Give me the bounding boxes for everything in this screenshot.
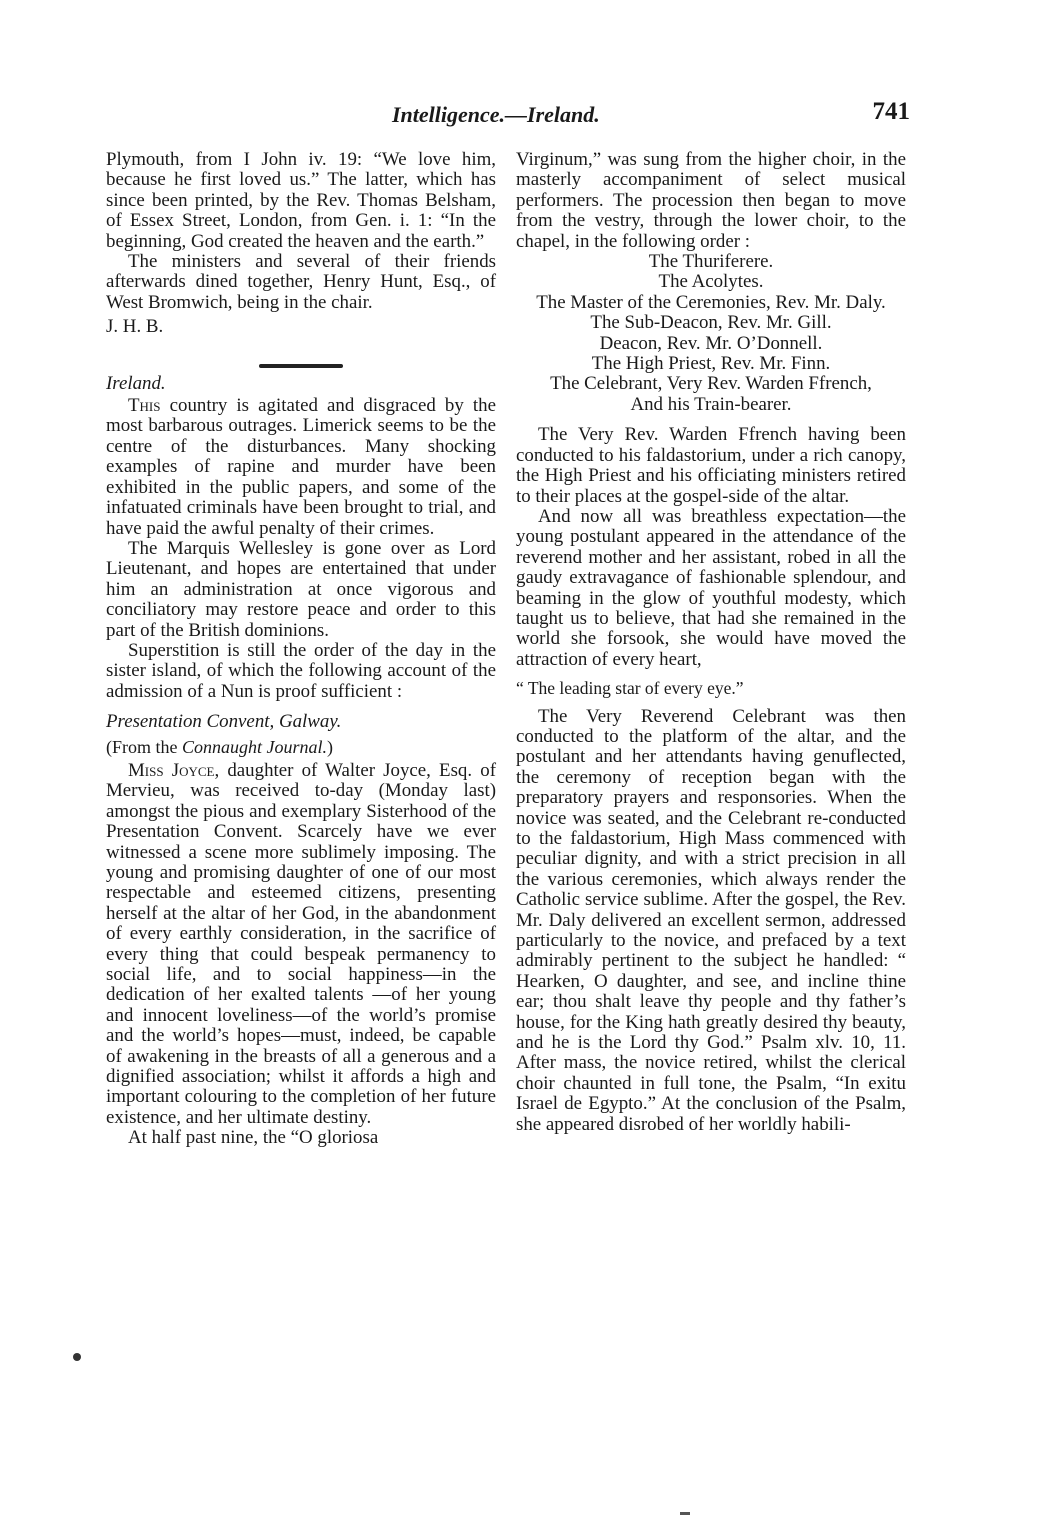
procession-item: The High Priest, Rev. Mr. Finn.: [591, 353, 831, 375]
paragraph: The Very Reverend Celebrant was then conducted to the platform of the altar, and the postulant and her attendants having genuflected, the ceremony of reception began with the preparatory prayers and responsories. When the novice was seated, and the Celebrant re-conducted to the faldastorium, High Mass commenced with peculiar dignity, and with a strict precision in all the various ceremonies, which always render the Catholic service sublime. After the gospel, the Rev. Mr. Daly delivered an excellent sermon, addressed particularly to the novice, and prefaced by a text admirably pertinent to the subject he handled: “ Hearken, O daughter, and see, and incline thine ear; thou shalt leave thy people and thy father’s house, for the King hath greatly desired thy beauty, and he is the Lord thy God.” Psalm xlv. 10, 11. After mass, the novice retired, whilst the clerical choir chaunted in full tone, the Psalm, “In exitu Israel de Egypto.” At the conclusion of the Psalm, she appeared disrobed of her worldly habili-: [516, 705, 906, 1135]
paragraph: And now all was breathless expectation—the young postulant appeared in the attendance of the reverend mother and her assistant, robed in all the gaudy extravagance of fashionable splendour, and beaming in the glow of youthful modesty, which taught us to believe, that had she remained in the world she forsook, she would have moved the attraction of every heart,: [516, 505, 906, 670]
procession-item: The Celebrant, Very Rev. Warden Ffrench,: [550, 373, 872, 395]
procession-item: Deacon, Rev. Mr. O’Donnell.: [599, 332, 823, 354]
procession-item: And his Train-bearer.: [630, 393, 792, 415]
running-title: Intelligence.—Ireland.: [392, 102, 600, 127]
paragraph: Superstition is still the order of the day in the sister island, of which the following account of the admission of a Nun is proof sufficient :: [106, 639, 496, 702]
lead-word: This: [128, 395, 161, 417]
paragraph: Virginum,” was sung from the higher choir, in the masterly accompaniment of select musical performers. The procession then began to move from the vestry, through the lower choir, to the chapel, in the following order :: [516, 149, 906, 252]
left-column: [106, 150, 496, 1149]
subsection-title: Presentation Convent, Galway.: [106, 711, 342, 733]
paragraph: Plymouth, from I John iv. 19: “We love him, because he first loved us.” The latter, which has since been printed, by the Rev. Thomas Belsham, of Essex Street, London, from Gen. i. 1: “In the beginning, God created the heaven and the earth.”: [106, 149, 496, 252]
margin-ink-mark: [73, 1353, 81, 1361]
paragraph: Miss Joyce, daughter of Walter Joyce, Esq. of Mervieu, was received to-day (Monday last) amongst the pious and exemplary Sisterhood of the Presentation Convent. Scarcely have we ever witnessed a scene more sublimely imposing. The young and promising daughter of one of our most respectable and esteemed citizens, presenting herself at the altar of her God, in the abandonment of every earthly consideration, in the sacrifice of every thing that could bespeak permanency to social life, and to social happiness—in the dedication of her exalted talents —of her young and innocent loveliness—of the world’s promise and the world’s hopes—must, indeed, be capable of awakening in the breasts of all a generous and a dignified association; whilst it affords a high and important colouring to the completion of her future existence, and her ultimate destiny.: [106, 759, 496, 1128]
procession-item: The Sub-Deacon, Rev. Mr. Gill.: [590, 312, 832, 334]
paragraph: This country is agitated and disgraced by the most barbarous outrages. Limerick seems to be the centre of the disturbances. Many shocking examples of rapine and murder have been exhibited in the public papers, and some of the infatuated criminals have been brought to trial, and have paid the awful penalty of their crimes.: [106, 395, 496, 539]
right-column: [516, 150, 906, 1135]
procession-item: The Master of the Ceremonies, Rev. Mr. Daly.: [536, 291, 886, 313]
signature: J. H. B.: [106, 316, 164, 338]
paragraph: The Very Rev. Warden Ffrench having been conducted to his faldastorium, under a rich canopy, the High Priest and his officiating ministers retired to their places at the gospel-side of the altar.: [516, 424, 906, 507]
paragraph: The ministers and several of their friends afterwards dined together, Henry Hunt, Esq., of West Bromwich, being in the chair.: [106, 251, 496, 313]
procession-item: The Thuriferere.: [648, 251, 774, 273]
section-divider: [259, 364, 343, 368]
procession-list: [516, 252, 906, 415]
footer-mark: [680, 1512, 690, 1515]
paragraph: At half past nine, the “O gloriosa: [128, 1127, 379, 1149]
section-title: Ireland.: [106, 372, 166, 394]
source-line: (From the Connaught Journal.): [106, 736, 334, 757]
page-number: 741: [872, 98, 910, 125]
procession-item: The Acolytes.: [658, 271, 764, 293]
source-title: Connaught Journal.: [182, 736, 328, 757]
running-header: [380, 96, 910, 132]
paragraph: The Marquis Wellesley is gone over as Lord Lieutenant, and hopes are entertained that under him an administration at once vigorous and conciliatory may restore peace and order to this part of the British dominions.: [106, 537, 496, 641]
quotation: “ The leading star of every eye.”: [516, 678, 744, 699]
lead-name: Miss Joyce: [128, 759, 215, 781]
